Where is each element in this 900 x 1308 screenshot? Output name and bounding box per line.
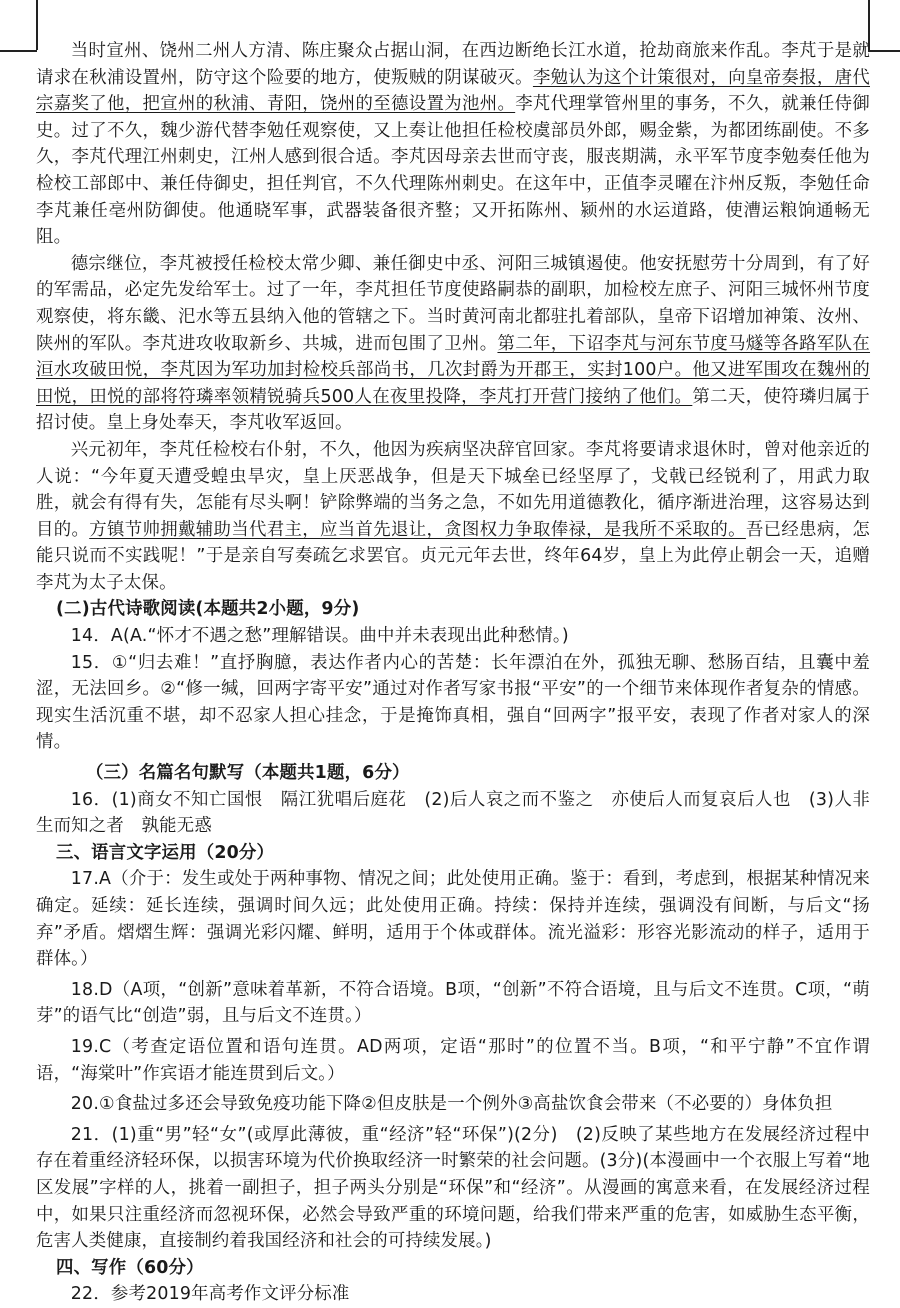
language-section-heading: 三、语言文字运用（20分） <box>56 842 275 863</box>
answer-16: 16．(1)商女不知亡国恨 隔江犹唱后庭花 (2)后人哀之而不鉴之 亦使后人而复哀后人也 (3)人非生而知之者 孰能无惑 <box>36 789 870 837</box>
answer-document <box>36 38 870 1308</box>
text: 兴元初年，李芃任检校右仆射，不久，他因为疾病坚决辞官回家。李芃将要请求退休时，曾对他亲近的人说：“今年夏天遭受蝗虫旱灾，皇上厌恶战争，但是天下城垒已经坚厚了，戈戟已经锐利了，用武力取胜，就会有得有失，怎能有尽头啊！铲除弊端的当务之急，不如先用道德教化，循序渐进治理，这容易达到目的。 <box>36 439 870 540</box>
text: 李芃代理掌管州里的事务，不久，就兼任侍御史。过了不久，魏少游代替李勉任观察使，又上奏让他担任检校虞部员外郎，赐金紫，为都团练副使。不多久，李芃代理江州刺史，江州人感到很合适。李芃因母亲去世而守丧，服丧期满，永平军节度李勉奏任他为检校工部郎中、兼任侍御史，担任判官，不久代理陈州刺史。在这年中，正值李灵曜在汴州反叛，李勉任命李芃兼任亳州防御使。他通晓军事，武器装备很齐整；又开拓陈州、颍州的水运道路，使漕运粮饷通畅无阻。 <box>36 94 870 248</box>
underlined-text: 方镇节帅拥戴辅助当代君主，应当首先退让，贪图权力争取俸禄，是我所不采取的。 <box>89 519 746 540</box>
famous-lines-section-heading: （三）名篇名句默写（本题共1题，6分） <box>86 763 410 784</box>
answer-17: 17.A（介于：发生或处于两种事物、情况之间；此处使用正确。鉴于：看到，考虑到，根据某种情况来确定。延续：延长连续，强调时间久远；此处使用正确。持续：保持并连续，强调没有间断，与后文“扬弃”矛盾。熠熠生辉：强调光彩闪耀、鲜明，适用于个体或群体。流光溢彩：形容光影流动的样子，适用于群体。） <box>36 869 870 970</box>
translation-paragraph-2 <box>36 251 870 437</box>
text: 吾已经患病，怎能只说而不实践呢！”于是亲自写奏疏乞求罢官。贞元元年去世，终年64岁，皇上为此停止朝会一天，追赠李芃为太子太保。 <box>36 519 870 593</box>
answer-18: 18.D（A项，“创新”意味着革新，不符合语境。B项，“创新”不符合语境，且与后文不连贯。C项，“萌芽”的语气比“创造”弱，且与后文不连贯。） <box>36 979 870 1027</box>
text: 德宗继位，李芃被授任检校太常少卿、兼任御史中丞、河阳三城镇遏使。他安抚慰劳十分周到，有了好的军需品，必定先发给军士。过了一年，李芃担任节度使路嗣恭的副职，加检校左庶子、河阳三城怀州节度观察使，将东畿、汜水等五县纳入他的管辖之下。当时黄河南北都驻扎着部队，皇帝下诏增加神策、汝州、陕州的军队。李芃进攻收取新乡、共城，进而包围了卫州。 <box>36 253 870 354</box>
answer-15: 15．①“归去难！”直抒胸臆，表达作者内心的苦楚：长年漂泊在外，孤独无聊、愁肠百结，且囊中羞涩，无法回乡。②“修一缄，回两字寄平安”通过对作者写家书报“平安”的一个细节来体现作者复杂的情感。现实生活沉重不堪，却不忍家人担心挂念，于是掩饰真相，强自“回两字”报平安，表现了作者对家人的深情。 <box>36 652 870 753</box>
poetry-section-heading: (二)古代诗歌阅读(本题共2小题，9分) <box>56 599 360 620</box>
crop-mark-right-horizontal <box>868 50 900 52</box>
crop-mark-left-horizontal <box>0 50 37 52</box>
answer-14: 14．A(A.“怀才不遇之愁”理解错误。曲中并未表现出此种愁情。) <box>70 626 569 647</box>
answer-19: 19.C（考查定语位置和语句连贯。AD两项，定语“那时”的位置不当。B项，“和平宁静”不宜作谓语，“海棠叶”作宾语才能连贯到后文。） <box>36 1036 870 1084</box>
text: 当时宣州、饶州二州人方清、陈庄聚众占据山洞，在西边断绝长江水道，抢劫商旅来作乱。李芃于是就请求在秋浦设置州，防守这个险要的地方，使叛贼的阴谋破灭。 <box>36 41 870 88</box>
writing-section-heading: 四、写作（60分） <box>56 1257 204 1278</box>
answer-20: 20.①食盐过多还会导致免疫功能下降②但皮肤是一个例外③高盐饮食会带来（不必要的）身体负担 <box>70 1094 833 1115</box>
answer-22: 22．参考2019年高考作文评分标准 <box>70 1284 350 1305</box>
underlined-text: 第二年，下诏李芃与河东节度马燧等各路军队在洹水攻破田悦，李芃因为军功加封检校兵部尚书，几次封爵为开郡王，实封100户。他又进军围攻在魏州的田悦，田悦的部将符璘率领精锐骑兵500人在夜里投降，李芃打开营门接纳了他们。 <box>36 333 871 407</box>
underlined-text: 李勉认为这个计策很对，向皇帝奏报，唐代宗嘉奖了他，把宣州的秋浦、青阳，饶州的至德设置为池州。 <box>36 67 870 115</box>
text: 第二天，使符璘归属于招讨使。皇上身处奉天，李芃收军返回。 <box>36 386 870 434</box>
translation-paragraph-1 <box>36 38 870 251</box>
answer-21: 21．(1)重“男”轻“女”(或厚此薄彼，重“经济”轻“环保”)(2分) (2)反映了某些地方在发展经济过程中存在着重经济轻环保，以损害环境为代价换取经济一时繁荣的社会问题。(3分)(本漫画中一个衣服上写着“地区发展”字样的人，挑着一副担子，担子两头分别是“环保”和“经济”。从漫画的寓意来看，在发展经济过程中，如果只注重经济而忽视环保，必然会导致严重的环境问题，给我们带来严重的危害，如威胁生态平衡，危害人类健康，直接制约着我国经济和社会的可持续发展。) <box>36 1124 870 1252</box>
translation-paragraph-3 <box>36 437 870 597</box>
